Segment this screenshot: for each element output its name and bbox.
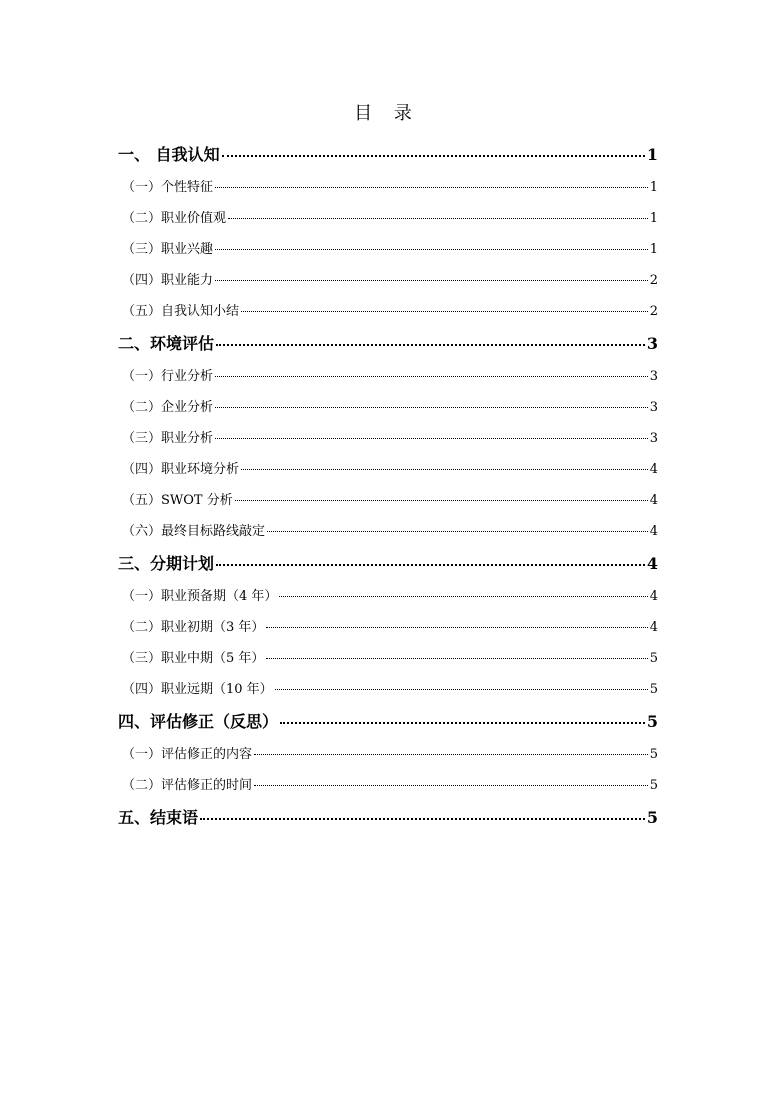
toc-chapter-entry[interactable] <box>118 705 658 739</box>
toc-page-number: 1 <box>646 145 658 164</box>
toc-dot-leader <box>280 721 645 724</box>
toc-section-entry[interactable] <box>118 265 658 296</box>
toc-page-number: 5 <box>646 712 658 731</box>
toc-dot-leader <box>279 595 647 597</box>
toc-entry-label: （一）行业分析 <box>122 369 214 384</box>
toc-page-number: 3 <box>649 431 658 446</box>
toc-entry-label: 一、 自我认知 <box>118 145 220 164</box>
toc-page-number: 2 <box>649 273 658 288</box>
toc-page-number: 4 <box>649 620 658 635</box>
toc-section-entry[interactable] <box>118 674 658 705</box>
toc-dot-leader <box>215 375 648 377</box>
toc-dot-leader <box>216 563 645 566</box>
toc-dot-leader <box>266 657 647 659</box>
toc-section-entry[interactable] <box>118 612 658 643</box>
toc-entry-label: 二、环境评估 <box>118 334 215 353</box>
toc-entry-label: （五）自我认知小结 <box>122 304 240 319</box>
toc-section-entry[interactable] <box>118 203 658 234</box>
toc-chapter-entry[interactable] <box>118 138 658 172</box>
toc-page-number: 1 <box>649 180 658 195</box>
toc-dot-leader <box>267 530 648 532</box>
toc-section-entry[interactable] <box>118 423 658 454</box>
toc-section-entry[interactable] <box>118 454 658 485</box>
toc-dot-leader <box>222 154 645 157</box>
toc-page-number: 4 <box>649 524 658 539</box>
toc-entry-label: （三）职业兴趣 <box>122 242 214 257</box>
toc-chapter-entry[interactable] <box>118 801 658 835</box>
toc-entry-label: （四）职业环境分析 <box>122 462 240 477</box>
toc-page-number: 5 <box>646 808 658 827</box>
toc-entry-label: （三）职业中期（5 年） <box>122 651 265 666</box>
toc-page-number: 1 <box>649 211 658 226</box>
toc-title: 目 录 <box>354 103 420 124</box>
toc-section-entry[interactable] <box>118 516 658 547</box>
toc-section-entry[interactable] <box>118 485 658 516</box>
toc-dot-leader <box>266 626 647 628</box>
toc-page-number: 4 <box>646 554 658 573</box>
toc-entry-label: （一）个性特征 <box>122 180 214 195</box>
toc-entry-label: （二）职业价值观 <box>122 211 227 226</box>
table-of-contents <box>118 138 658 835</box>
toc-dot-leader <box>215 437 648 439</box>
toc-section-entry[interactable] <box>118 361 658 392</box>
toc-entry-label: （二）企业分析 <box>122 400 214 415</box>
toc-section-entry[interactable] <box>118 234 658 265</box>
toc-dot-leader <box>228 217 648 219</box>
toc-dot-leader <box>254 753 648 755</box>
toc-dot-leader <box>200 817 645 820</box>
toc-dot-leader <box>216 343 645 346</box>
toc-dot-leader <box>254 784 648 786</box>
toc-page-number: 5 <box>649 651 658 666</box>
toc-entry-label: （二）评估修正的时间 <box>122 778 253 793</box>
toc-entry-label: （一）职业预备期（4 年） <box>122 589 278 604</box>
toc-entry-label: 三、分期计划 <box>118 554 215 573</box>
toc-dot-leader <box>241 310 648 312</box>
toc-section-entry[interactable] <box>118 739 658 770</box>
toc-page-number: 3 <box>649 369 658 384</box>
toc-dot-leader <box>275 688 648 690</box>
toc-page-number: 4 <box>649 589 658 604</box>
toc-page-number: 5 <box>649 747 658 762</box>
toc-dot-leader <box>235 499 648 501</box>
toc-chapter-entry[interactable] <box>118 547 658 581</box>
toc-entry-label: （五）SWOT 分析 <box>122 493 233 508</box>
toc-entry-label: （四）职业远期（10 年） <box>122 682 273 697</box>
toc-chapter-entry[interactable] <box>118 327 658 361</box>
toc-entry-label: （三）职业分析 <box>122 431 214 446</box>
toc-dot-leader <box>215 406 648 408</box>
toc-section-entry[interactable] <box>118 770 658 801</box>
toc-page-number: 5 <box>649 778 658 793</box>
toc-page-number: 5 <box>649 682 658 697</box>
toc-page-number: 1 <box>649 242 658 257</box>
toc-page-number: 2 <box>649 304 658 319</box>
toc-page-number: 4 <box>649 493 658 508</box>
toc-section-entry[interactable] <box>118 643 658 674</box>
toc-dot-leader <box>215 186 648 188</box>
toc-entry-label: （一）评估修正的内容 <box>122 747 253 762</box>
toc-entry-label: 五、结束语 <box>118 808 199 827</box>
toc-entry-label: （六）最终目标路线敲定 <box>122 524 266 539</box>
toc-dot-leader <box>241 468 648 470</box>
toc-section-entry[interactable] <box>118 296 658 327</box>
toc-section-entry[interactable] <box>118 392 658 423</box>
toc-page-number: 3 <box>646 334 658 353</box>
toc-entry-label: （四）职业能力 <box>122 273 214 288</box>
toc-page-number: 4 <box>649 462 658 477</box>
toc-entry-label: （二）职业初期（3 年） <box>122 620 265 635</box>
toc-dot-leader <box>215 279 648 281</box>
toc-entry-label: 四、评估修正（反思） <box>118 712 279 731</box>
toc-section-entry[interactable] <box>118 581 658 612</box>
toc-dot-leader <box>215 248 648 250</box>
toc-section-entry[interactable] <box>118 172 658 203</box>
toc-page-number: 3 <box>649 400 658 415</box>
